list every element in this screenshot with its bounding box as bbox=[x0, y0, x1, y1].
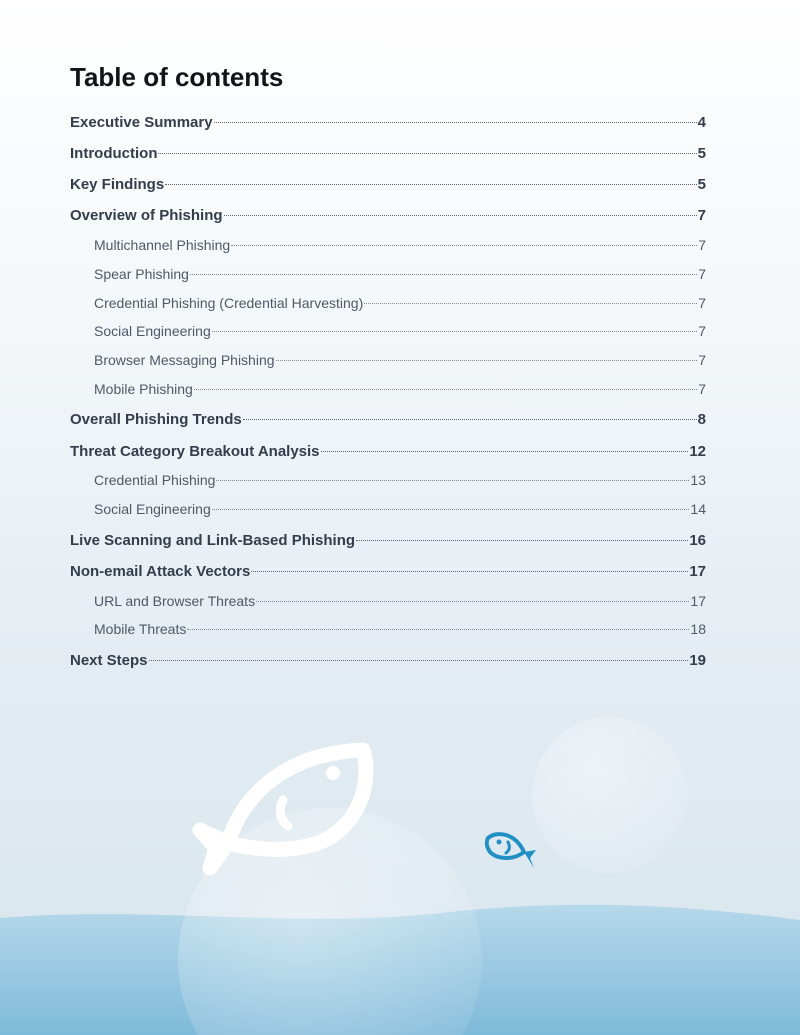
toc-entry-label: Key Findings bbox=[70, 176, 165, 193]
toc-entry-label: Credential Phishing bbox=[94, 472, 216, 488]
toc-entry[interactable] bbox=[70, 472, 706, 488]
page-title: Table of contents bbox=[70, 62, 284, 92]
toc-entry-label: Executive Summary bbox=[70, 114, 213, 131]
water-area bbox=[0, 905, 800, 1035]
toc-entry-label: Introduction bbox=[70, 145, 158, 162]
toc-entry[interactable] bbox=[70, 237, 706, 253]
toc-entry[interactable] bbox=[70, 443, 706, 460]
toc-page-number: 7 bbox=[697, 207, 706, 224]
toc-entry-label: Non-email Attack Vectors bbox=[70, 563, 251, 580]
toc-page-number: 5 bbox=[697, 176, 706, 193]
toc-dot-leader bbox=[251, 571, 688, 572]
fish-icon bbox=[484, 828, 540, 872]
toc-dot-leader bbox=[212, 509, 690, 510]
toc-dot-leader bbox=[276, 360, 698, 361]
toc-entry[interactable] bbox=[70, 295, 706, 311]
toc-page-number: 7 bbox=[698, 352, 706, 368]
toc-page-number: 7 bbox=[698, 266, 706, 282]
toc-entry-label: Multichannel Phishing bbox=[94, 237, 231, 253]
fish-outline-icon bbox=[188, 738, 378, 878]
bubble-right bbox=[532, 717, 688, 873]
toc-entry-label: Overview of Phishing bbox=[70, 207, 223, 224]
toc-entry[interactable] bbox=[70, 323, 706, 339]
toc-page-number: 5 bbox=[697, 145, 706, 162]
toc-dot-leader bbox=[165, 184, 696, 185]
toc-dot-leader bbox=[187, 629, 689, 630]
toc-page-number: 8 bbox=[697, 411, 706, 428]
toc-page-number: 7 bbox=[698, 295, 706, 311]
toc-entry-label: Mobile Threats bbox=[94, 621, 187, 637]
toc-page-number: 17 bbox=[690, 593, 706, 609]
toc-dot-leader bbox=[321, 451, 689, 452]
toc-dot-leader bbox=[364, 303, 697, 304]
toc-entry-label: Social Engineering bbox=[94, 323, 211, 339]
toc-dot-leader bbox=[212, 331, 697, 332]
toc-page-number: 4 bbox=[697, 114, 706, 131]
toc-page-number: 13 bbox=[690, 472, 706, 488]
toc-entry-label: Threat Category Breakout Analysis bbox=[70, 443, 320, 460]
toc-entry-label: Social Engineering bbox=[94, 501, 211, 517]
toc-entry-label: Mobile Phishing bbox=[94, 381, 193, 397]
toc-entry[interactable] bbox=[70, 381, 706, 397]
toc-dot-leader bbox=[149, 660, 689, 661]
toc-entry-label: URL and Browser Threats bbox=[94, 593, 256, 609]
toc-page-number: 18 bbox=[690, 621, 706, 637]
toc-page-number: 16 bbox=[689, 532, 706, 549]
toc-entry-label: Browser Messaging Phishing bbox=[94, 352, 275, 368]
toc-dot-leader bbox=[194, 389, 697, 390]
toc-entry[interactable] bbox=[70, 266, 706, 282]
toc-page-number: 7 bbox=[698, 237, 706, 253]
toc-dot-leader bbox=[356, 540, 688, 541]
toc-dot-leader bbox=[158, 153, 696, 154]
toc-dot-leader bbox=[243, 419, 697, 420]
toc-dot-leader bbox=[190, 274, 697, 275]
toc-entry-label: Next Steps bbox=[70, 652, 148, 669]
toc-page-number: 7 bbox=[698, 381, 706, 397]
toc-entry[interactable] bbox=[70, 411, 706, 428]
toc-page-number: 14 bbox=[690, 501, 706, 517]
toc-dot-leader bbox=[231, 245, 697, 246]
toc-entry[interactable] bbox=[70, 563, 706, 580]
toc-entry[interactable] bbox=[70, 652, 706, 669]
toc-entry[interactable] bbox=[70, 352, 706, 368]
toc-dot-leader bbox=[214, 122, 697, 123]
toc-entry[interactable] bbox=[70, 207, 706, 224]
toc-entry[interactable] bbox=[70, 114, 706, 131]
toc-entry-label: Spear Phishing bbox=[94, 266, 189, 282]
toc-entry-label: Overall Phishing Trends bbox=[70, 411, 242, 428]
toc-page-number: 19 bbox=[689, 652, 706, 669]
toc-dot-leader bbox=[216, 480, 689, 481]
toc-page-number: 12 bbox=[689, 443, 706, 460]
toc-entry-label: Credential Phishing (Credential Harvesting) bbox=[94, 295, 364, 311]
toc-entry[interactable] bbox=[70, 532, 706, 549]
toc-page-number: 17 bbox=[689, 563, 706, 580]
toc-page-number: 7 bbox=[698, 323, 706, 339]
toc-entry[interactable] bbox=[70, 145, 706, 162]
toc-entry[interactable] bbox=[70, 593, 706, 609]
toc-dot-leader bbox=[224, 215, 697, 216]
toc-entry[interactable] bbox=[70, 176, 706, 193]
toc-dot-leader bbox=[256, 601, 689, 602]
toc-entry[interactable] bbox=[70, 501, 706, 517]
toc-entry[interactable] bbox=[70, 621, 706, 637]
toc-entry-label: Live Scanning and Link-Based Phishing bbox=[70, 532, 356, 549]
